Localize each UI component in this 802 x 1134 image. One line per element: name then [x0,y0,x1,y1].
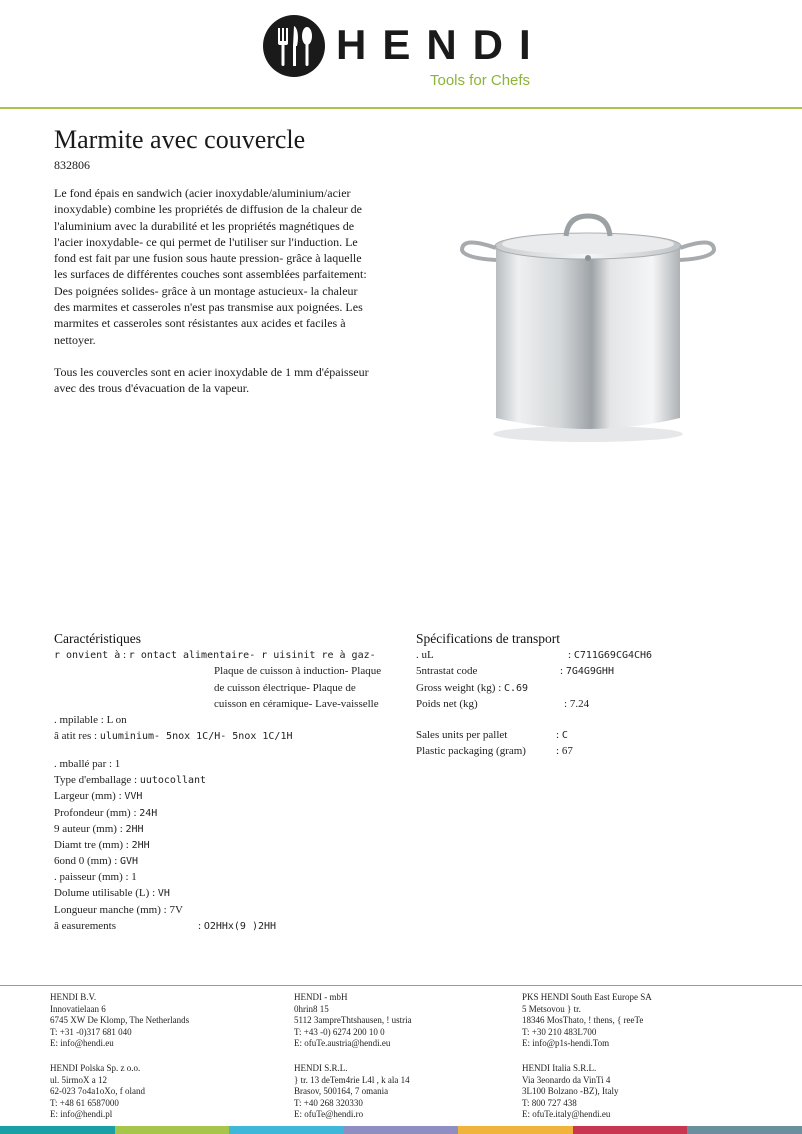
color-bar-segment [229,1126,344,1134]
footer-email[interactable]: E: ofuTe.italy@hendi.eu [522,1109,611,1120]
spec-row: Diamt tre (mm) : 2HH [54,839,150,851]
footer-address: 5112 3ampreThtshausen, ! ustria [294,1015,412,1026]
footer-phone: T: +43 -0) 6274 200 10 0 [294,1026,385,1037]
transport-value: : C711G69CG4CH6 [568,649,653,661]
footer-phone: T: +30 210 483L700 [522,1026,597,1037]
spec-row-continued: cuisson en céramique- Lave-vaisselle [214,698,379,710]
description-paragraph: Tous les couvercles sont en acier inoxydable de 1 mm d'épaisseur avec des trous d'évacuation de la vapeur. [54,364,369,396]
brand-tagline: Tools for Chefs [430,72,531,89]
footer-address: 18346 MosThato, ! thens, { reeTe [522,1015,644,1026]
transport-value: : 7G4G9GHH [560,665,614,677]
color-bar-segment [687,1126,802,1134]
footer-company-name: HENDI Italia S.R.L. [522,1062,597,1073]
spec-row: Longueur manche (mm) : 7V [54,904,183,916]
characteristics-title: Caractéristiques [54,631,141,646]
footer-column [50,992,189,1121]
footer-address: 0hrin8 15 [294,1003,329,1014]
footer-company-name: HENDI - mbH [294,992,348,1002]
footer-email[interactable]: E: info@hendi.pl [50,1109,113,1120]
footer-company-name: PKS HENDI South East Europe SA [522,992,652,1002]
spec-row: Profondeur (mm) : 24H [54,807,158,819]
spec-row: â easurements [54,920,116,932]
footer-email[interactable]: E: ofuTe.austria@hendi.eu [294,1038,391,1049]
spec-row: 6ond 0 (mm) : GVH [54,855,139,867]
footer-column [294,992,412,1121]
spec-row: â atit res : uluminium- 5nox 1C/H- 5nox 1C/1H [54,730,293,742]
color-bar-segment [344,1126,459,1134]
spec-row: 9 auteur (mm) : 2HH [54,823,144,835]
footer-address: 5 Metsovou } tr. [522,1003,581,1014]
footer-address: 6745 XW De Klomp, The Netherlands [50,1015,190,1026]
description-paragraph: Le fond épais en sandwich (acier inoxydable/aluminium/acier inoxydable) combine les propriétés de diffusion de la chaleur de l'aluminium avec la durabilité et les propriétés magnétiques de l'acier inoxydable- ce qui permet de l'utiliser sur l'induction. Le fond est fait par une fusion sous haute pression- grâce à laquelle les surfaces de différentes couches sont assemblées parfaitement: Des poignées solides- grâce à un montage astucieux- la chaleur des marmites et casseroles n'est pas transmise aux poignées. Les marmites et casseroles sont résistantes aux acides et faciles à nettoyer. [54,186,367,347]
color-bar-segment [0,1126,115,1134]
header-divider [0,107,802,109]
product-title: Marmite avec couvercle [54,125,306,154]
footer-address: Via 3eonardo da VinTi 4 [522,1074,611,1085]
fork-knife-spoon-icon [262,14,326,78]
stock-pot-image [458,208,718,448]
transport-value: : C [556,729,568,741]
transport-row: Gross weight (kg) : C.69 [416,682,529,694]
color-bar-segment [115,1126,230,1134]
spec-row: Largeur (mm) : VVH [54,790,143,802]
footer-address: 62-023 7o4a1oXo, f oland [50,1086,145,1097]
footer-company-name: HENDI Polska Sp. z o.o. [50,1062,141,1073]
spec-row: Dolume utilisable (L) : VH [54,887,170,899]
footer-email[interactable]: E: info@p1s-hendi.Tom [522,1038,610,1049]
footer-address: Innovatielaan 6 [50,1003,106,1014]
footer-column [522,992,652,1121]
transport-label: Poids net (kg) [416,698,478,710]
transport-value: : 67 [556,745,573,757]
footer-phone: T: +48 61 6587000 [50,1097,119,1108]
spec-row-continued: Plaque de cuisson à induction- Plaque [214,665,382,677]
footer-address: 3L100 Bolzano -BZ), Italy [522,1086,619,1097]
spec-row-continued: de cuisson électrique- Plaque de [214,682,356,694]
product-sku: 832806 [54,158,90,172]
footer-address: Brasov, 500164, 7 omania [294,1086,389,1097]
footer-email[interactable]: E: info@hendi.eu [50,1038,114,1049]
spec-row: Type d'emballage : uutocollant [54,774,207,786]
transport-label: . uL [416,649,434,661]
transport-label: Sales units per pallet [416,729,508,741]
footer-address: ul. 5irmoX a 12 [50,1074,107,1085]
spec-row: . mpilable : L on [54,714,127,726]
footer-email[interactable]: E: ofuTe@hendi.ro [294,1109,364,1120]
color-bar-segment [573,1126,688,1134]
footer-company-name: HENDI B.V. [50,992,97,1002]
spec-row: . mballé par : 1 [54,758,121,770]
footer-phone: T: +31 -0)317 681 040 [50,1026,132,1037]
spec-row: . paisseur (mm) : 1 [54,871,137,883]
transport-label: 5ntrastat code [416,665,478,677]
transport-value: : 7.24 [564,698,590,710]
footer-phone: T: 800 727 438 [522,1097,577,1108]
transport-title: Spécifications de transport [416,631,560,646]
spec-row-value: : O2HHx(9 )2HH [198,920,277,932]
brand-name: HENDI [336,21,547,68]
color-bar-segment [458,1126,573,1134]
footer-company-name: HENDI S.R.L. [294,1062,348,1073]
footer-phone: T: +40 268 320330 [294,1097,363,1108]
footer-address: } tr. 13 deTem4rie L4l , k ala 14 [294,1074,410,1085]
product-description [54,185,374,413]
spec-row: r onvient à : r ontact alimentaire- r uisinit re à gaz- [54,649,376,661]
footer-divider [0,985,802,986]
transport-label: Plastic packaging (gram) [416,745,526,757]
